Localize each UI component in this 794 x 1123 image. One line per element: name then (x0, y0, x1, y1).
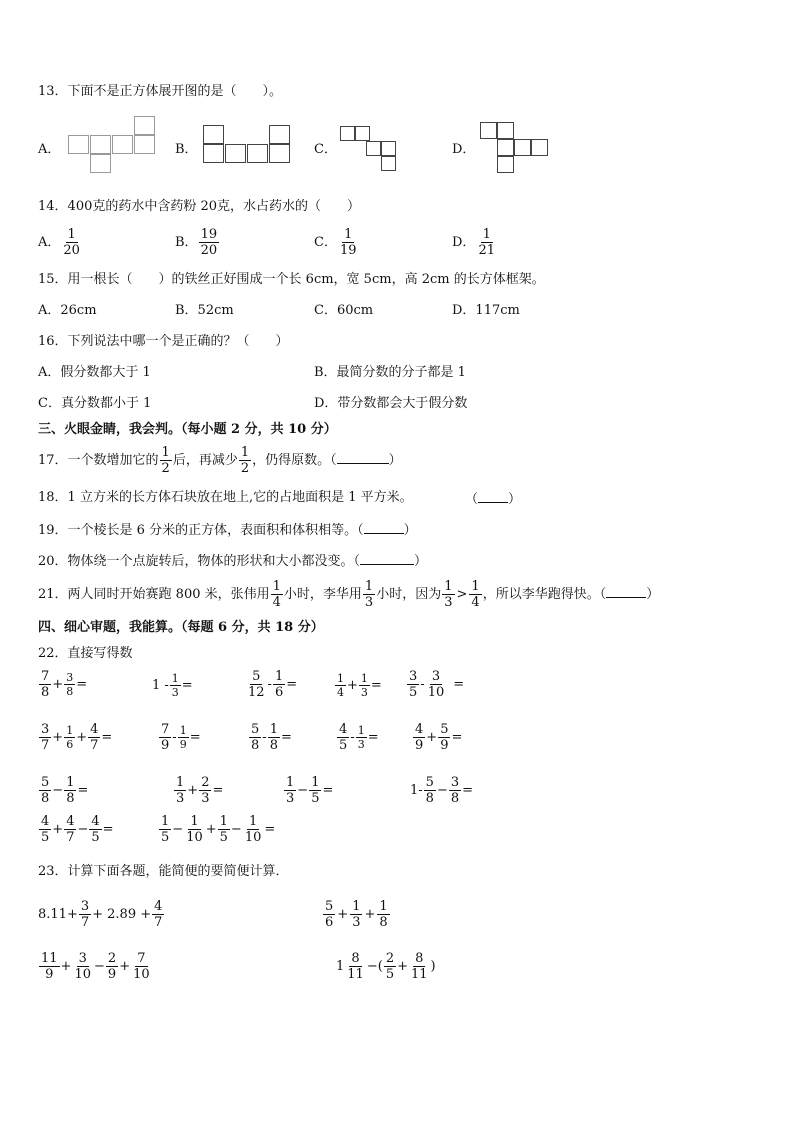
q22-item-1[interactable]: $\frac{7}{8}$ + $\frac{3}{8}$ = (41, 669, 88, 700)
answer-blank[interactable] (337, 452, 389, 464)
fraction: $\frac{1}{2}$ (240, 445, 250, 476)
q16-option-d[interactable]: D．带分数都会大于假分数 (314, 396, 468, 411)
q22-item-3[interactable]: $\frac{5}{12}$ - $\frac{1}{6}$ = (248, 669, 298, 700)
q17: 17．一个数增加它的 $\frac{1}{2}$ 后，再减少 $\frac{1}{2}$ ，仍得原数。（ ） (38, 445, 402, 476)
q14-option-c[interactable]: C． $\frac{1}{19}$ (314, 227, 357, 258)
q22-item-6[interactable]: $\frac{3}{7}$ + $\frac{1}{6}$ + $\frac{4}{7}$ = (41, 722, 113, 753)
q21: 21．两人同时开始赛跑 800 米，张伟用 $\frac{1}{4}$ 小时，李华用 $\frac{1}{3}$ 小时，因为 $\frac{1}{3}$ > $\frac{1}{4}$ ，所以李华跑得快。（ ） (38, 579, 660, 610)
q15-stem: 15．用一根长（ ）的铁丝正好围成一个长 6cm，宽 5cm，高 2cm 的长方体框架。 (38, 272, 545, 287)
fraction: $\frac{1}{2}$ (161, 445, 170, 476)
q15-option-a[interactable]: A．26cm (38, 303, 97, 318)
q22-item-14[interactable]: 1- $\frac{5}{8}$ − $\frac{3}{8}$ = (410, 775, 474, 806)
q22-item-5[interactable]: $\frac{3}{5}$ - $\frac{3}{10}$ = (409, 669, 465, 700)
q15-option-c[interactable]: C．60cm (314, 303, 374, 318)
q23-item-4[interactable]: 1 $\frac{8}{11}$ −( $\frac{2}{5}$ + $\frac{8}{11}$ ) (336, 951, 436, 982)
q23-item-3[interactable]: $\frac{11}{9}$ + $\frac{3}{10}$ − $\frac{2}{9}$ + $\frac{7}{10}$ (41, 951, 150, 982)
q22-item-12[interactable]: $\frac{1}{3}$ + $\frac{2}{3}$ = (176, 775, 224, 806)
q22-item-9[interactable]: $\frac{4}{5}$ - $\frac{1}{3}$ = (339, 722, 379, 753)
q23-title: 23．计算下面各题，能简便的要简便计算． (38, 864, 289, 879)
q22-item-10[interactable]: $\frac{4}{9}$ + $\frac{5}{9}$ = (415, 722, 463, 753)
q14-stem: 14．400克的药水中含药粉 20克，水占药水的（ ） (38, 199, 361, 214)
q14-option-b[interactable]: B． $\frac{19}{20}$ (175, 227, 218, 258)
q18-text: 18．1 立方米的长方体石块放在地上,它的占地面积是 1 平方米。 (38, 490, 413, 505)
fraction: $\frac{19}{20}$ (200, 227, 218, 258)
q13-option-c-label: C． (314, 142, 337, 157)
answer-blank[interactable] (364, 522, 404, 534)
q15-option-d[interactable]: D．117cm (452, 303, 520, 318)
q16-stem: 16．下列说法中哪一个是正确的？（ ） (38, 334, 289, 349)
answer-blank[interactable] (360, 553, 414, 565)
q22-item-15[interactable]: $\frac{4}{5}$ + $\frac{4}{7}$ − $\frac{4}{5}$ = (41, 814, 114, 845)
q22-title: 22．直接写得数 (38, 646, 133, 661)
q22-item-7[interactable]: $\frac{7}{9}$ - $\frac{1}{9}$ = (161, 722, 201, 753)
fraction: $\frac{1}{21}$ (478, 227, 495, 258)
section-3-heading: 三、火眼金睛，我会判。（每小题 2 分，共 10 分） (38, 422, 337, 437)
fraction: $\frac{1}{20}$ (63, 227, 80, 258)
q23-item-2[interactable]: $\frac{5}{6}$ + $\frac{1}{3}$ + $\frac{1}{8}$ (325, 899, 388, 930)
q13-option-a-label: A． (38, 142, 61, 157)
q22-item-4[interactable]: $\frac{1}{4}$ + $\frac{1}{3}$ = (337, 672, 382, 699)
q22-item-2[interactable]: 1 - $\frac{1}{3}$ = (152, 672, 193, 699)
q13-option-b-label: B． (175, 142, 198, 157)
q19: 19．一个棱长是 6 分米的正方体，表面积和体积相等。（ ） (38, 523, 417, 538)
answer-blank[interactable] (606, 586, 646, 598)
q20: 20．物体绕一个点旋转后，物体的形状和大小都没变。（ ） (38, 554, 428, 569)
q15-option-b[interactable]: B．52cm (175, 303, 234, 318)
q14-option-d[interactable]: D． $\frac{1}{21}$ (452, 227, 495, 258)
q22-item-11[interactable]: $\frac{5}{8}$ − $\frac{1}{8}$ = (41, 775, 89, 806)
fraction: $\frac{1}{19}$ (339, 227, 357, 258)
q18-answer: （ ） (465, 492, 522, 507)
q14-option-a[interactable]: A． $\frac{1}{20}$ (38, 227, 80, 258)
q16-option-b[interactable]: B．最简分数的分子都是 1 (314, 365, 466, 380)
q22-item-13[interactable]: $\frac{1}{3}$ − $\frac{1}{5}$ = (286, 775, 334, 806)
q16-option-c[interactable]: C．真分数都小于 1 (38, 396, 152, 411)
answer-blank[interactable] (478, 491, 508, 503)
q23-item-1[interactable]: 8.11+ $\frac{3}{7}$ + 2.89 + $\frac{4}{7}$ (38, 899, 163, 930)
q22-item-8[interactable]: $\frac{5}{8}$ - $\frac{1}{8}$ = (251, 722, 292, 753)
q16-option-a[interactable]: A．假分数都大于 1 (38, 365, 151, 380)
q22-item-16[interactable]: $\frac{1}{5}$ − $\frac{1}{10}$ + $\frac{1}{5}$ − $\frac{1}{10}$ = (161, 814, 276, 845)
q13-stem: 13．下面不是正方体展开图的是（ ）。 (38, 84, 283, 99)
section-4-heading: 四、细心审题，我能算。（每题 6 分，共 18 分） (38, 620, 324, 635)
q13-option-d-label: D． (452, 142, 476, 157)
